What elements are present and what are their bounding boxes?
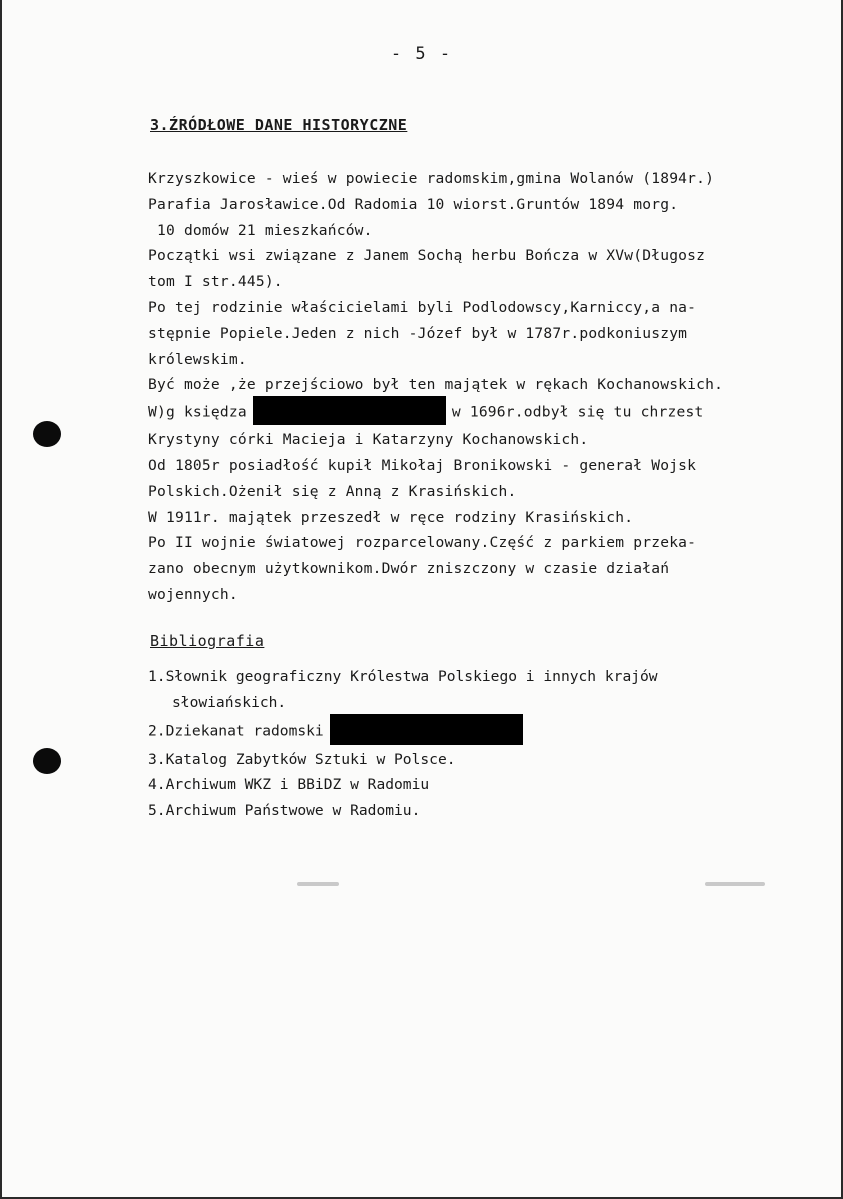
bibliography-item: 4.Archiwum WKZ i BBiDZ w Radomiu xyxy=(148,776,430,794)
text-line: W 1911r. majątek przeszedł w ręce rodziny Krasińskich. xyxy=(148,508,634,526)
bibliography-heading: Bibliografia xyxy=(150,632,265,650)
text-line: Krystyny córki Macieja i Katarzyny Kochanowskich. xyxy=(148,431,589,449)
bibliography-item-text: 2.Dziekanat radomski xyxy=(148,722,324,740)
text-line: Polskich.Ożenił się z Anną z Krasińskich. xyxy=(148,482,517,500)
text-line: Po tej rodzinie właścicielami byli Podlodowscy,Karniccy,a na- xyxy=(148,298,697,316)
section-title: 3.ŹRÓDŁOWE DANE HISTORYCZNE xyxy=(150,116,408,134)
scan-smudge xyxy=(705,882,765,886)
text-line: Krzyszkowice - wieś w powiecie radomskim,gmina Wolanów (1894r.) xyxy=(148,170,715,187)
redacted-line-end: w 1696r.odbył się tu chrzest xyxy=(451,403,704,421)
punch-hole-mark xyxy=(33,748,61,774)
page-number: - 5 - xyxy=(390,44,453,64)
historical-data-text xyxy=(148,166,798,608)
text-line: Od 1805r posiadłość kupił Mikołaj Bronikowski - generał Wojsk xyxy=(148,456,697,474)
text-line: królewskim. xyxy=(148,350,247,368)
text-line: Początki wsi związane z Janem Sochą herbu Bończa w XVw(Długosz xyxy=(148,247,706,265)
text-line: stępnie Popiele.Jeden z nich -Józef był w 1787r.podkoniuszym xyxy=(148,324,688,342)
bibliography-item: 1.Słownik geograficzny Królestwa Polskiego i innych krajów xyxy=(148,668,658,685)
bibliography-item: 5.Archiwum Państwowe w Radomiu. xyxy=(148,802,421,820)
scan-smudge xyxy=(297,882,339,886)
text-line: wojennych. xyxy=(148,585,238,603)
redaction-box xyxy=(330,714,523,745)
bibliography-list xyxy=(148,664,798,824)
text-line: 10 domów 21 mieszkańców. xyxy=(148,221,373,239)
text-line-with-redaction xyxy=(148,398,798,427)
punch-hole-mark xyxy=(33,421,61,447)
text-line: Parafia Jarosławice.Od Radomia 10 wiorst.Gruntów 1894 morg. xyxy=(148,195,679,213)
bibliography-item-redacted xyxy=(148,716,798,747)
bibliography-item-continuation: słowiańskich. xyxy=(172,693,287,711)
bibliography-item: 3.Katalog Zabytków Sztuki w Polsce. xyxy=(148,750,456,768)
text-line: zano obecnym użytkownikom.Dwór zniszczony w czasie działań xyxy=(148,560,670,578)
redaction-box xyxy=(253,396,446,425)
redacted-line-start: W)g księdza xyxy=(148,403,247,421)
text-line: tom I str.445). xyxy=(148,273,283,291)
text-line: Po II wojnie światowej rozparcelowany.Część z parkiem przeka- xyxy=(148,534,697,552)
text-line: Być może ,że przejściowo był ten majątek w rękach Kochanowskich. xyxy=(148,376,724,394)
